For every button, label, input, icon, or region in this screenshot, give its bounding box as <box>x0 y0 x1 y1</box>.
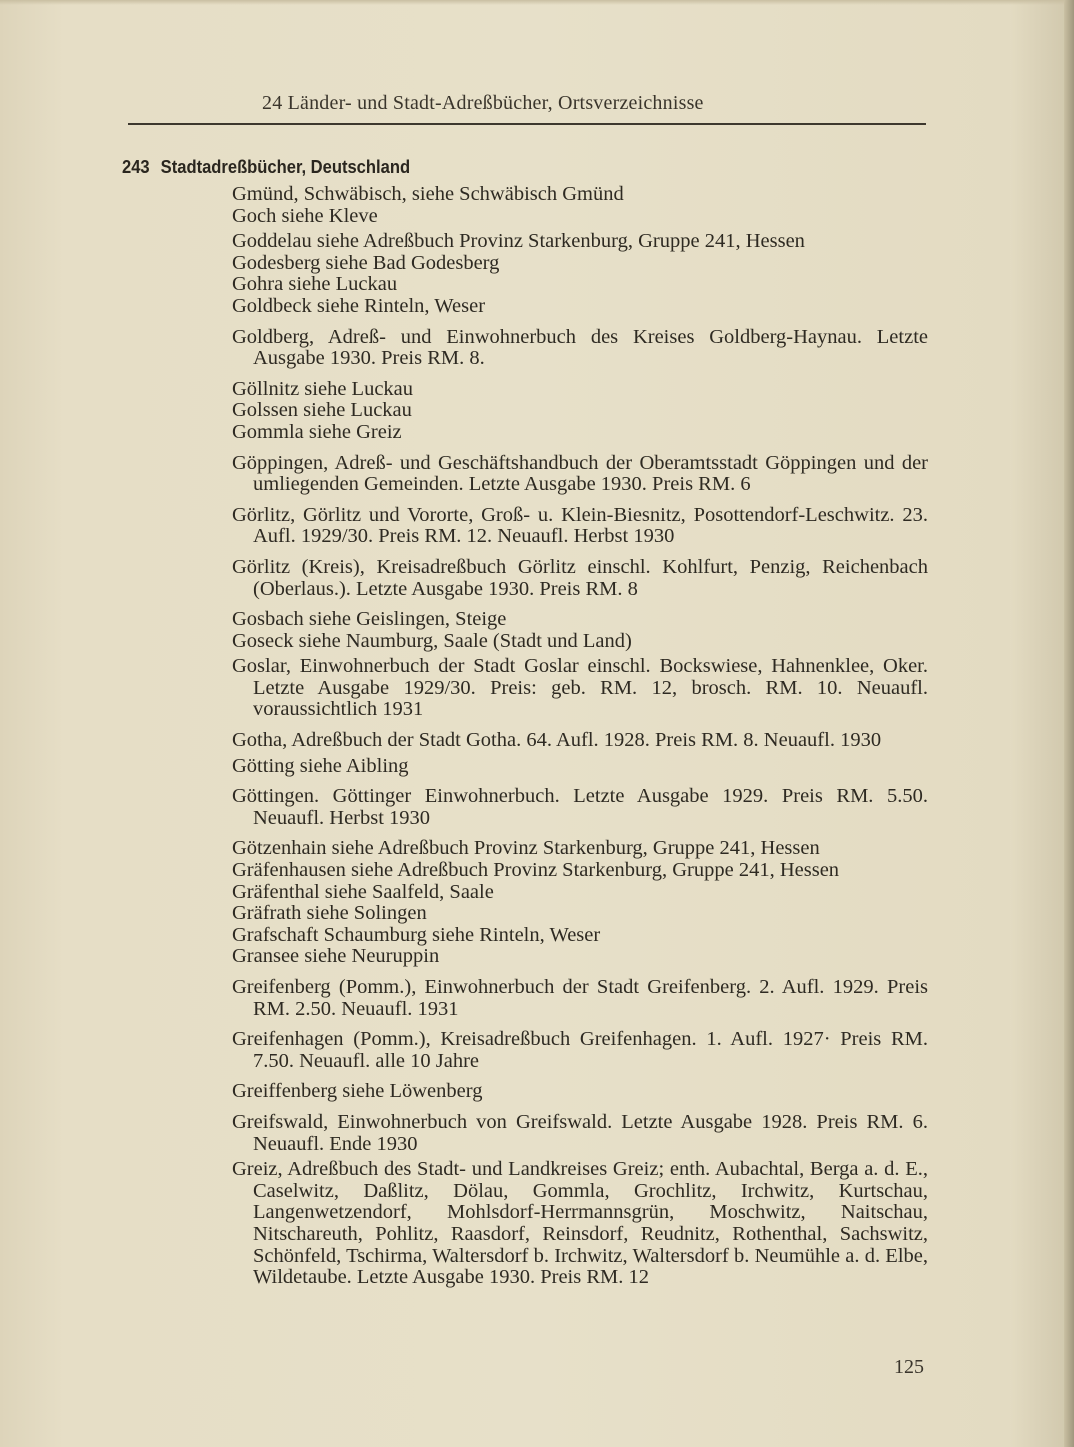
list-item: Gransee siehe Neuruppin <box>232 945 440 968</box>
list-item: Götzenhain siehe Adreßbuch Provinz Starkenburg, Gruppe 241, Hessen <box>232 837 820 860</box>
list-item: Gräfenhausen siehe Adreßbuch Provinz Starkenburg, Gruppe 241, Hessen <box>232 859 840 882</box>
header-rule <box>128 123 926 125</box>
list-item: Greifswald, Einwohnerbuch von Greifswald. Letzte Ausgabe 1928. Preis RM. 6. Neuaufl. Ende 1930 <box>232 1110 928 1155</box>
list-item: Grafschaft Schaumburg siehe Rinteln, Weser <box>232 923 601 946</box>
list-item: Gmünd, Schwäbisch, siehe Schwäbisch Gmünd <box>232 183 624 205</box>
list-item: Goslar, Einwohnerbuch der Stadt Goslar einschl. Bockswiese, Hahnenklee, Oker. Letzte Ausgabe 1929/30. Preis: geb. RM. 12, brosch. RM. 10. Neuaufl. voraussichtlich 1931 <box>232 655 928 721</box>
list-item: Göllnitz siehe Luckau <box>232 377 414 400</box>
entry-list <box>232 184 928 1289</box>
list-item: Greiz, Adreßbuch des Stadt- und Landkreises Greiz; enth. Aubachtal, Berga a. d. E., Caselwitz, Daßlitz, Dölau, Gommla, Grochlitz, Irchwitz, Kurtschau, Langenwetzendorf, Mohlsdorf-Herrmannsgrün, Moschwitz, Naitschau, Nitschareuth, Pohlitz, Raasdorf, Reinsdorf, Reudnitz, Rothenthal, Sachswitz, Schönfeld, Tschirma, Waltersdorf b. Irchwitz, Waltersdorf b. Neumühle a. d. Elbe, Wildetaube. Letzte Ausgabe 1930. Preis RM. 12 <box>232 1158 928 1289</box>
list-item: Goldbeck siehe Rinteln, Weser <box>232 294 486 317</box>
list-item: Goch siehe Kleve <box>232 204 378 227</box>
page-number: 125 <box>894 1356 924 1378</box>
list-item: Greifenhagen (Pomm.), Kreisadreßbuch Greifenhagen. 1. Aufl. 1927· Preis RM. 7.50. Neuaufl. alle 10 Jahre <box>232 1028 928 1072</box>
list-item: Gotha, Adreßbuch der Stadt Gotha. 64. Aufl. 1928. Preis RM. 8. Neuaufl. 1930 <box>232 729 882 752</box>
list-item: Golssen siehe Luckau <box>232 399 412 422</box>
list-item: Götting siehe Aibling <box>232 754 409 777</box>
list-item: Görlitz (Kreis), Kreisadreßbuch Görlitz einschl. Kohlfurt, Penzig, Reichenbach (Oberlaus.). Letzte Ausgabe 1930. Preis RM. 8 <box>232 555 928 600</box>
list-item: Greifenberg (Pomm.), Einwohnerbuch der Stadt Greifenberg. 2. Aufl. 1929. Preis RM. 2.50. Neuaufl. 1931 <box>232 976 928 1020</box>
list-item: Gräfrath siehe Solingen <box>232 902 427 925</box>
running-head: 24 Länder- und Stadt-Adreßbücher, Ortsverzeichnisse <box>262 92 704 114</box>
list-item: Gohra siehe Luckau <box>232 273 398 296</box>
list-item: Goddelau siehe Adreßbuch Provinz Starkenburg, Gruppe 241, Hessen <box>232 230 805 253</box>
list-item: Goldberg, Adreß- und Einwohnerbuch des Kreises Goldberg-Haynau. Letzte Ausgabe 1930. Preis RM. 8. <box>232 325 928 370</box>
list-item: Gosbach siehe Geislingen, Steige <box>232 608 507 631</box>
list-item: Godesberg siehe Bad Godesberg <box>232 251 500 274</box>
section-heading <box>122 157 410 178</box>
page-right-edge <box>1064 0 1074 1447</box>
section-number: 243 <box>122 157 150 177</box>
list-item: Göppingen, Adreß- und Geschäftshandbuch der Oberamtsstadt Göppingen und der umliegenden Gemeinden. Letzte Ausgabe 1930. Preis RM. 6 <box>232 451 928 496</box>
page-top-edge <box>0 0 1074 5</box>
list-item: Gräfenthal siehe Saalfeld, Saale <box>232 880 494 903</box>
list-item: Greiffenberg siehe Löwenberg <box>232 1080 483 1103</box>
list-item: Goseck siehe Naumburg, Saale (Stadt und Land) <box>232 629 632 652</box>
section-title: Stadtadreßbücher, Deutschland <box>160 157 411 177</box>
list-item: Görlitz, Görlitz und Vororte, Groß- u. Klein-Biesnitz, Posottendorf-Leschwitz. 23. Aufl. 1929/30. Preis RM. 12. Neuaufl. Herbst 1930 <box>232 503 928 548</box>
list-item: Göttingen. Göttinger Einwohnerbuch. Letzte Ausgabe 1929. Preis RM. 5.50. Neuaufl. Herbst 1930 <box>232 785 928 829</box>
list-item: Gommla siehe Greiz <box>232 420 402 443</box>
